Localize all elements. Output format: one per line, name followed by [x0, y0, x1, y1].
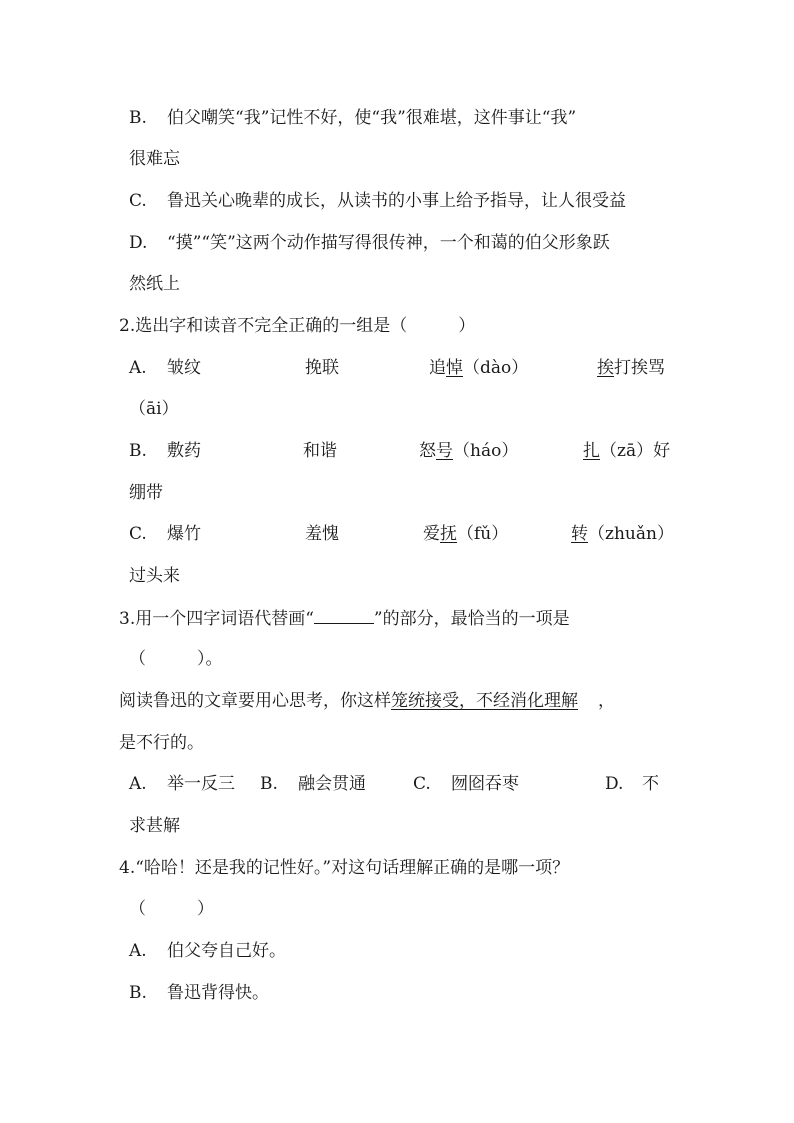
q1-option-d-text-cont: 然纸上 [129, 274, 180, 294]
q3-passage: 阅读鲁迅的文章要用心思考，你这样笼统接受，不经消化理解 ， [119, 691, 615, 711]
q3-option-b-text: 融会贯通 [298, 774, 366, 794]
q2-option-a-word2: 挽联 [305, 358, 339, 378]
q3-option-d-text-cont: 求甚解 [129, 816, 180, 836]
q3-option-a-label: A. [129, 774, 147, 794]
q3-stem: 3.用一个四字词语代替画“ ”的部分，最恰当的一项是 [119, 609, 570, 629]
q2-option-b-word3: 怒号（háo） [419, 441, 519, 461]
q3-option-d-text: 不 [642, 774, 659, 794]
q3-stem-cont: （ ）。 [129, 649, 223, 669]
q2-option-a-word3: 追悼（dào） [429, 358, 529, 378]
q1-option-c-label: C. [129, 191, 147, 211]
q4-option-a-label: A. [129, 941, 147, 961]
q1-option-b-text-cont: 很难忘 [129, 149, 180, 169]
q3-option-a-text: 举一反三 [167, 774, 235, 794]
q2-option-a-word4-pinyin: （āi） [129, 399, 179, 419]
q3-option-d-label: D. [605, 774, 624, 794]
q2-option-c-word2: 羞愧 [305, 524, 339, 544]
q2-option-a-word1: 皱纹 [167, 358, 201, 378]
q2-option-c-label: C. [129, 524, 147, 544]
q1-option-b-label: B. [129, 108, 147, 128]
q3-option-b-label: B. [260, 774, 278, 794]
q2-option-c-word3: 爱抚（fǔ） [423, 524, 509, 544]
q2-option-b-word4: 扎（zā）好 [583, 441, 671, 461]
q2-option-b-label: B. [129, 441, 147, 461]
q1-option-d-label: D. [129, 233, 148, 253]
q4-stem-cont: （ ） [129, 899, 214, 919]
q1-option-c-text: 鲁迅关心晚辈的成长，从读书的小事上给予指导，让人很受益 [167, 191, 626, 211]
q2-option-b-word4-cont: 绷带 [129, 483, 163, 503]
q2-stem: 2.选出字和读音不完全正确的一组是（ ） [119, 316, 476, 336]
q3-option-c-label: C. [413, 774, 431, 794]
q4-option-b-text: 鲁迅背得快。 [167, 983, 269, 1003]
q3-underline-blank [314, 607, 374, 624]
q2-option-a-label: A. [129, 358, 147, 378]
q3-underlined-phrase: 笼统接受，不经消化理解 [391, 691, 578, 711]
q2-option-c-word4-cont: 过头来 [129, 566, 180, 586]
q2-option-b-word1: 敷药 [167, 441, 201, 461]
q1-option-b-text: 伯父嘲笑“我”记性不好，使“我”很难堪，这件事让“我” [167, 108, 577, 128]
q2-option-c-word1: 爆竹 [167, 524, 201, 544]
q2-option-c-word4: 转（zhuǎn） [571, 524, 674, 544]
q3-passage-cont: 是不行的。 [119, 733, 204, 753]
q4-option-b-label: B. [129, 983, 147, 1003]
q4-stem: 4.“哈哈！还是我的记性好。”对这句话理解正确的是哪一项？ [119, 858, 570, 878]
q4-option-a-text: 伯父夸自己好。 [167, 941, 286, 961]
q3-option-c-text: 囫囵吞枣 [451, 774, 519, 794]
q2-option-b-word2: 和谐 [303, 441, 337, 461]
q2-option-a-word4: 挨打挨骂 [597, 358, 665, 378]
q1-option-d-text: “摸”“笑”这两个动作描写得很传神，一个和蔼的伯父形象跃 [167, 233, 610, 253]
